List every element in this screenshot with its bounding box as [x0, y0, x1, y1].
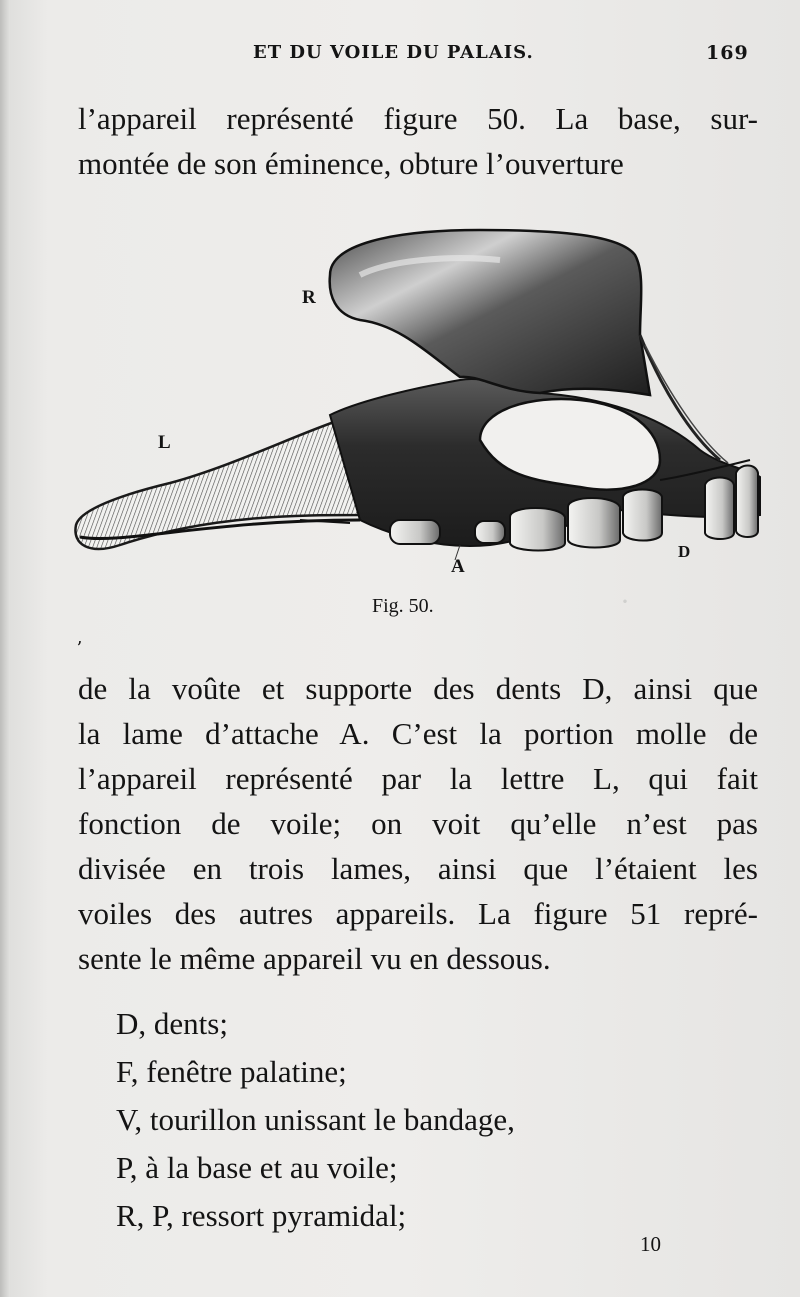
- text-line: l’appareil représenté figure 50. La base, sur-: [78, 101, 758, 136]
- legend-list: [116, 1000, 515, 1240]
- text-line: sente le même appareil vu en dessous.: [78, 941, 551, 976]
- figure-50-illustration: [60, 215, 780, 595]
- list-item: V, tourillon unissant le bandage,: [116, 1102, 515, 1137]
- list-item: P, à la base et au voile;: [116, 1150, 398, 1185]
- bleed-through-text: ·: [620, 585, 630, 618]
- list-item: R, P, ressort pyramidal;: [116, 1198, 407, 1233]
- paragraph-top: [78, 96, 758, 186]
- signature-mark: 10: [640, 1232, 661, 1256]
- running-head: ET DU VOILE DU PALAIS.: [253, 42, 534, 63]
- list-item: D, dents;: [116, 1006, 228, 1041]
- page-header: [0, 38, 800, 68]
- figure-label-R: R: [302, 287, 316, 308]
- figure-caption: Fig. 50.: [372, 595, 434, 617]
- figure-label-D: D: [678, 542, 691, 561]
- ink-mark: ʼ: [76, 638, 82, 659]
- text-line: voiles des autres appareils. La figure 51 repré-: [78, 896, 758, 931]
- text-line: divisée en trois lames, ainsi que l’étaient les: [78, 851, 758, 886]
- text-line: de la voûte et supporte des dents D, ainsi que: [78, 671, 758, 706]
- text-line: la lame d’attache A. C’est la portion molle de: [78, 716, 758, 751]
- figure-label-L: L: [158, 432, 171, 453]
- list-item: F, fenêtre palatine;: [116, 1054, 347, 1089]
- text-line: l’appareil représenté par la lettre L, qui fait: [78, 761, 758, 796]
- page-edge-shadow: [0, 0, 10, 1297]
- page-number: 169: [706, 42, 749, 64]
- paragraph-main: [78, 666, 758, 981]
- figure-label-A: A: [451, 556, 465, 577]
- text-line: montée de son éminence, obture l’ouverture: [78, 146, 624, 181]
- palatal-appliance-engraving: [60, 215, 780, 595]
- text-line: fonction de voile; on voit qu’elle n’est pas: [78, 806, 758, 841]
